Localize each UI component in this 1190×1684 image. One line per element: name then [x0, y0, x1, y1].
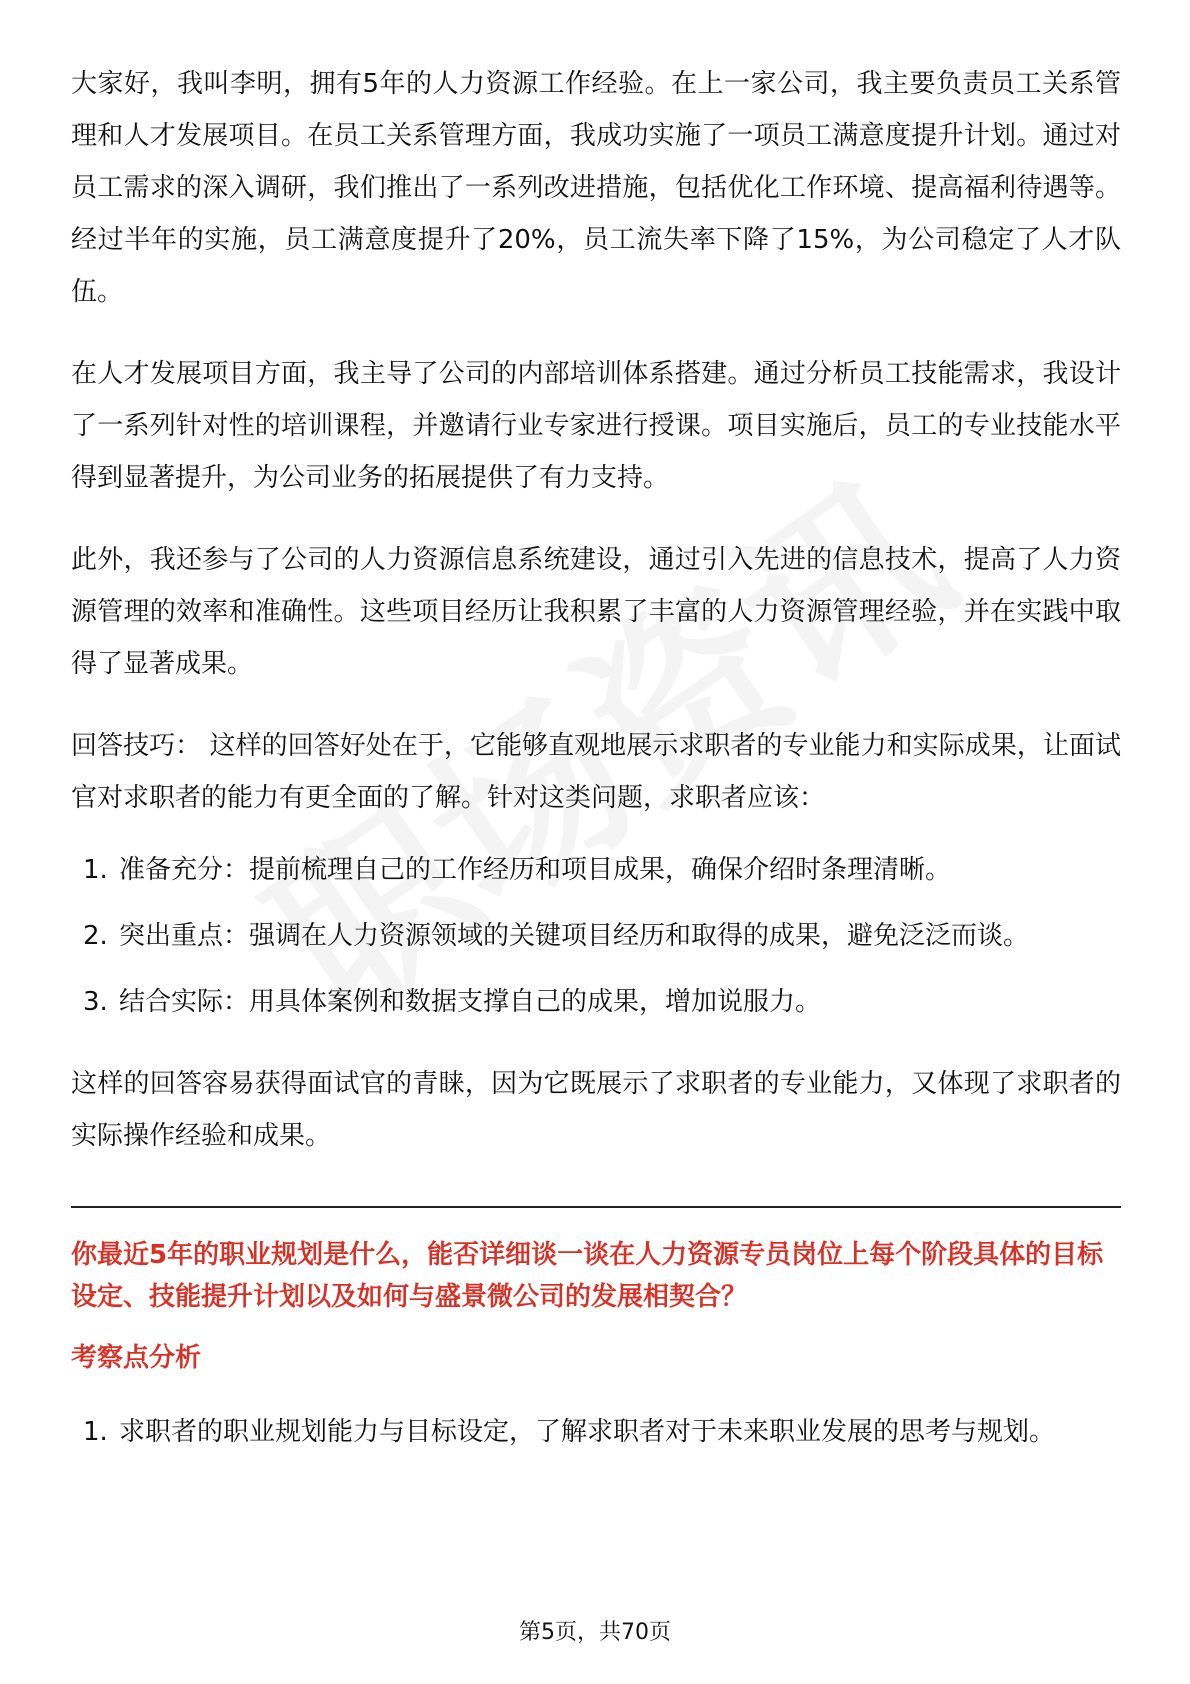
tips-list — [71, 844, 1121, 1028]
list-item — [71, 844, 1121, 896]
list-item-text: 结合实际：用具体案例和数据支撑自己的成果，增加说服力。 — [119, 987, 822, 1017]
list-item-text: 准备充分：提前梳理自己的工作经历和项目成果，确保介绍时条理清晰。 — [119, 855, 952, 885]
list-item-text: 突出重点：强调在人力资源领域的关键项目经历和取得的成果，避免泛泛而谈。 — [119, 921, 1030, 951]
list-item — [71, 1406, 1121, 1458]
list-number: 2. — [83, 921, 108, 951]
paragraph-hr-system: 此外，我还参与了公司的人力资源信息系统建设，通过引入先进的信息技术，提高了人力资源管理的效率和准确性。这些项目经历让我积累了丰富的人力资源管理经验，并在实践中取得了显著成果。 — [71, 545, 1121, 679]
page-footer: 第5页，共70页 — [519, 1620, 671, 1645]
list-number: 3. — [83, 987, 108, 1017]
paragraph-intro: 大家好，我叫李明，拥有5年的人力资源工作经验。在上一家公司，我主要负责员工关系管理和人才发展项目。在员工关系管理方面，我成功实施了一项员工满意度提升计划。通过对员工需求的深入调研，我们推出了一系列改进措施，包括优化工作环境、提高福利待遇等。经过半年的实施，员工满意度提升了20%，员工流失率下降了15%，为公司稳定了人才队伍。 — [71, 69, 1121, 307]
paragraph-closing: 这样的回答容易获得面试官的青睐，因为它既展示了求职者的专业能力，又体现了求职者的实际操作经验和成果。 — [71, 1069, 1121, 1151]
interview-question: 你最近5年的职业规划是什么，能否详细谈一谈在人力资源专员岗位上每个阶段具体的目标设定、技能提升计划以及如何与盛景微公司的发展相契合？ — [71, 1240, 1104, 1312]
list-item-text: 求职者的职业规划能力与目标设定，了解求职者对于未来职业发展的思考与规划。 — [119, 1417, 1056, 1447]
list-item — [71, 976, 1121, 1028]
paragraph-talent-development: 在人才发展项目方面，我主导了公司的内部培训体系搭建。通过分析员工技能需求，我设计了一系列针对性的培训课程，并邀请行业专家进行授课。项目实施后，员工的专业技能水平得到显著提升，为公司业务的拓展提供了有力支持。 — [71, 359, 1121, 493]
list-item — [71, 910, 1121, 962]
list-number: 1. — [83, 855, 108, 885]
analysis-list — [71, 1406, 1121, 1458]
section-divider — [71, 1206, 1121, 1208]
analysis-heading: 考察点分析 — [71, 1343, 202, 1373]
page-content — [71, 58, 1121, 1488]
paragraph-answer-tips: 回答技巧： 这样的回答好处在于，它能够直观地展示求职者的专业能力和实际成果，让面试官对求职者的能力有更全面的了解。针对这类问题，求职者应该： — [71, 731, 1121, 813]
list-number: 1. — [83, 1417, 108, 1447]
